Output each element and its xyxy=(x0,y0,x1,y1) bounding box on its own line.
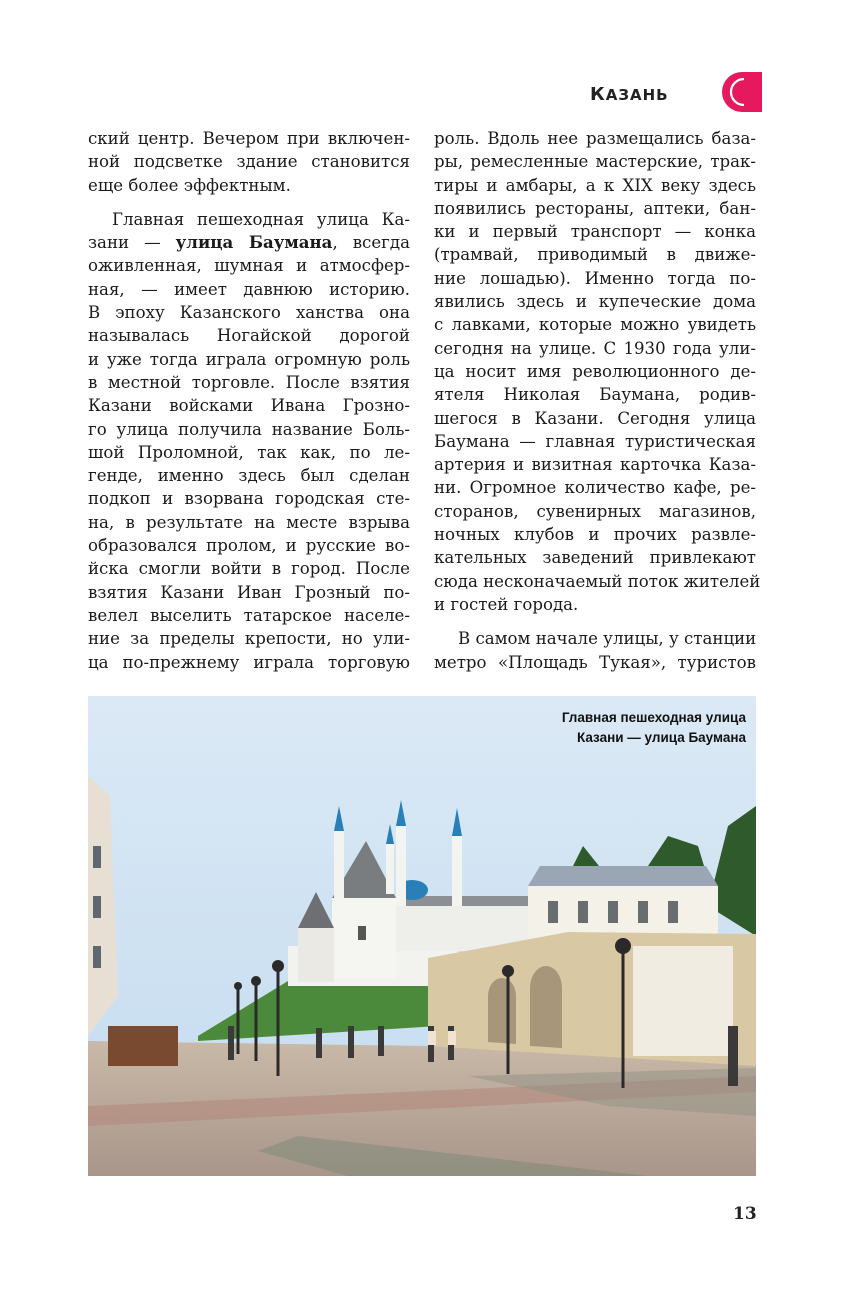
text-line: называлась Ногайской дорогой xyxy=(88,326,410,346)
paragraph xyxy=(88,208,410,674)
paragraph xyxy=(434,627,756,674)
text-line: сторанов, сувенирных магазинов, xyxy=(434,501,756,521)
section-title-initial: К xyxy=(590,84,606,105)
text-line: шой Проломной, так как, по ле- xyxy=(88,442,410,462)
text-line: метро «Площадь Тукая», туристов xyxy=(434,652,756,672)
text-line: Главная пешеходная улица Ка- xyxy=(112,209,410,229)
paragraph xyxy=(434,127,761,616)
text-line: ни. Огромное количество кафе, ре- xyxy=(434,478,756,498)
text-line: ная, — имеет давнюю историю. xyxy=(88,279,410,299)
section-marker-icon xyxy=(720,70,762,114)
text-line: в местной торговле. После взятия xyxy=(88,372,410,392)
text-line: ки и первый транспорт — конка xyxy=(434,222,756,242)
text-line: ятеля Николая Баумана, родив- xyxy=(434,385,756,405)
text-line: В самом начале улицы, у станции xyxy=(458,629,757,649)
text-line: шегося в Казани. Сегодня улица xyxy=(434,408,756,428)
text-line: йска смогли войти в город. После xyxy=(88,559,410,579)
page-number: 13 xyxy=(733,1204,757,1224)
text-line: го улица получила название Боль- xyxy=(88,419,410,439)
bauman-street-illustration xyxy=(88,696,756,1176)
text-line: на, в результате на месте взрыва xyxy=(88,512,410,532)
left-column xyxy=(88,127,410,674)
text-line: велел выселить татарское населе- xyxy=(88,605,410,625)
text-line: еще более эффектным. xyxy=(88,175,291,195)
text-line: с лавками, которые можно увидеть xyxy=(434,315,756,335)
text-line: ночных клубов и прочих развле- xyxy=(434,525,756,545)
text-line: зани — улица Баумана, всегда xyxy=(88,232,410,253)
text-line: ние лошадью). Именно тогда по- xyxy=(434,268,756,288)
text-line: взятия Казани Иван Грозный по- xyxy=(88,582,410,602)
text-line: ние за пределы крепости, но ули- xyxy=(88,629,410,649)
text-line: ца носит имя революционного де- xyxy=(434,361,756,381)
text-line: и гостей города. xyxy=(434,594,579,614)
text-line: ры, ремесленные мастерские, трак- xyxy=(434,152,756,172)
text-line: роль. Вдоль нее размещались база- xyxy=(434,129,756,148)
paragraph xyxy=(88,127,410,197)
text-line: образовался пролом, и русские во- xyxy=(88,536,410,556)
text-line: кательных заведений привлекают xyxy=(434,548,756,568)
text-line: В эпоху Казанского ханства она xyxy=(88,303,410,323)
text-line: ский центр. Вечером при включен- xyxy=(88,129,410,148)
text-line: Казани войсками Ивана Грозно- xyxy=(88,396,410,416)
text-line: (трамвай, приводимый в движе- xyxy=(434,245,756,265)
caption-line: Главная пешеходная улица xyxy=(561,710,746,725)
text-line: и уже тогда играла огромную роль xyxy=(88,349,410,369)
text-line: сегодня на улице. С 1930 года ули- xyxy=(434,338,756,358)
text-line: появились рестораны, аптеки, бан- xyxy=(434,198,756,218)
text-line: артерия и визитная карточка Каза- xyxy=(434,455,756,475)
text-line: явились здесь и купеческие дома xyxy=(434,292,756,312)
text-line: оживленная, шумная и атмосфер- xyxy=(88,256,410,276)
section-title xyxy=(590,84,669,105)
text-line: подкоп и взорвана городская сте- xyxy=(88,489,410,509)
text-line: ной подсветке здание становится xyxy=(88,152,410,172)
text-line: тиры и амбары, а к XIX веку здесь xyxy=(434,175,756,195)
text-line: Баумана — главная туристическая xyxy=(434,431,756,451)
text-line: генде, именно здесь был сделан xyxy=(88,466,410,486)
bold-street-name: улица Баумана xyxy=(175,232,333,253)
text-line: сюда несконачаемый поток жителей xyxy=(434,571,761,591)
text-line: ца по-прежнему играла торговую xyxy=(88,652,410,672)
street-photo xyxy=(88,696,756,1176)
photo-caption xyxy=(562,708,746,748)
right-column xyxy=(434,127,761,674)
caption-line: Казани — улица Баумана xyxy=(576,730,746,745)
section-title-rest: АЗАНЬ xyxy=(605,86,669,104)
